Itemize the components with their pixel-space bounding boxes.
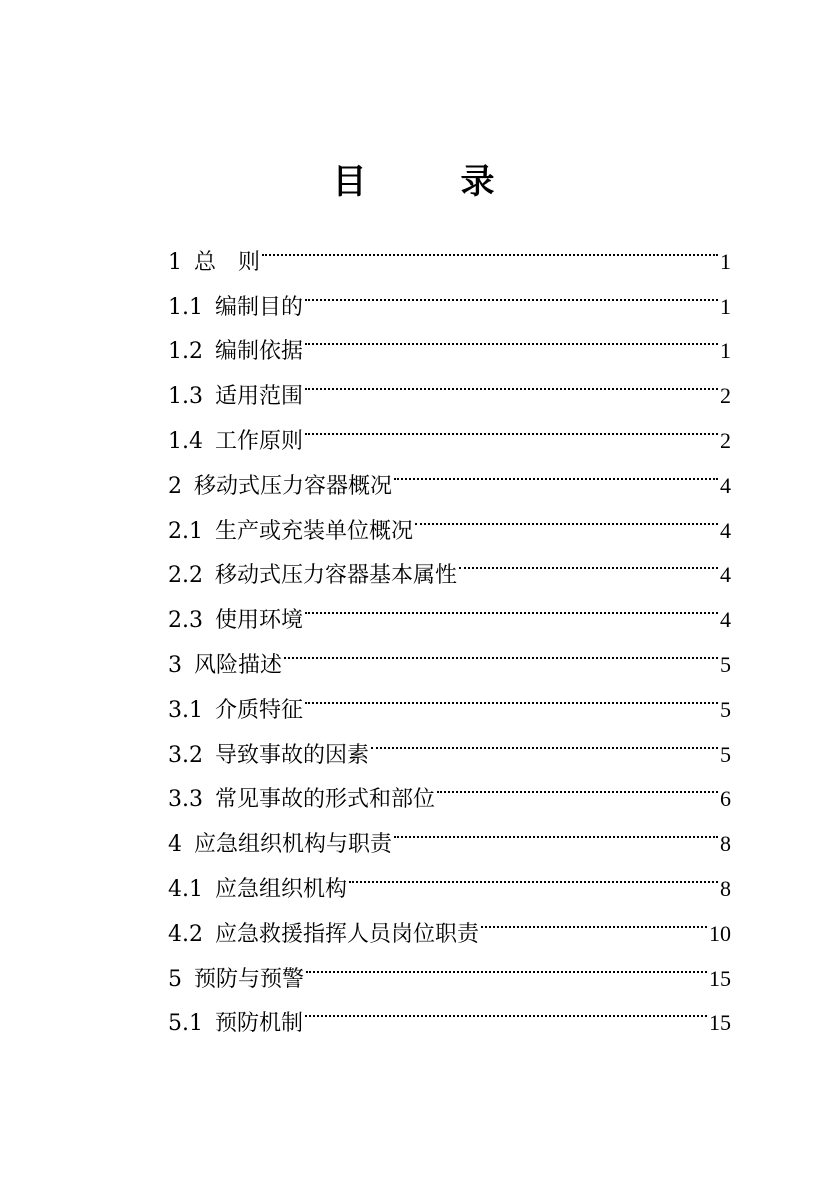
toc-entry-label: 导致事故的因素 [215,742,370,768]
toc-dot-leader [305,358,718,403]
toc-entry-page: 5 [720,651,731,677]
toc-dot-leader [305,672,718,717]
toc-entry-number: 1.1 [168,294,203,320]
toc-dot-leader [349,851,718,896]
toc-entry-number: 5.1 [168,1011,203,1037]
toc-entry-label: 应急救援指挥人员岗位职责 [215,921,480,947]
toc-entry-number: 4 [168,832,182,858]
toc-dot-leader [305,269,718,314]
toc-entry-page: 5 [720,741,731,767]
toc-entry-number: 4.1 [168,876,203,902]
toc-entry-label: 总 则 [194,249,261,275]
toc-dot-leader [415,493,718,538]
toc-entry-label: 预防机制 [215,1011,304,1037]
toc-dot-leader [262,224,718,269]
toc-dot-leader [437,762,718,807]
toc-dot-leader [284,627,718,672]
toc-entry-label: 使用环境 [215,608,304,634]
toc-dot-leader [394,448,718,493]
toc-entry-label: 介质特征 [215,697,304,723]
toc-dot-leader [394,806,718,851]
toc-entry-page: 8 [720,831,731,857]
toc-dot-leader [305,314,718,359]
toc-entry-number: 1.4 [168,428,203,454]
toc-entry-page: 15 [709,1010,731,1036]
toc-dot-leader [306,941,707,986]
toc-entry-page: 4 [720,607,731,633]
toc-entry[interactable] [168,224,731,275]
toc-entry-page: 1 [720,338,731,364]
toc-entry-label: 应急组织机构 [215,876,348,902]
toc-entry-number: 3 [168,652,182,678]
toc-entry-page: 1 [720,293,731,319]
toc-entry-label: 编制目的 [215,294,304,320]
toc-entry-label: 生产或充装单位概况 [215,518,414,544]
toc-dot-leader [305,582,718,627]
toc-entry-label: 应急组织机构与职责 [194,832,393,858]
toc-entry-number: 4.2 [168,921,203,947]
toc-entry-label: 编制依据 [215,339,304,365]
toc-entry-page: 4 [720,517,731,543]
toc-entry-number: 1.3 [168,384,203,410]
toc-entry-label: 工作原则 [215,428,304,454]
toc-entry-number: 1.2 [168,339,203,365]
toc-entry-number: 3.1 [168,697,203,723]
toc-entry-number: 2 [168,473,182,499]
toc-dot-leader [305,986,707,1031]
toc-entry-page: 4 [720,562,731,588]
toc-entry-label: 移动式压力容器概况 [194,473,393,499]
toc-entry-number: 2.2 [168,563,203,589]
page-title: 目 录 [332,162,525,202]
toc-dot-leader [459,538,718,583]
toc-entry-number: 5 [168,966,182,992]
toc-entry-label: 适用范围 [215,384,304,410]
toc-entry-number: 1 [168,249,182,275]
toc-entry-number: 2.1 [168,518,203,544]
toc-entry-page: 8 [720,875,731,901]
toc-entry-label: 风险描述 [194,652,283,678]
toc-entry-number: 3.2 [168,742,203,768]
toc-entry-label: 常见事故的形式和部位 [215,787,436,813]
toc-entry-page: 15 [709,965,731,991]
toc-dot-leader [305,403,718,448]
toc-entry-page: 6 [720,786,731,812]
toc-entry-page: 5 [720,696,731,722]
toc-entry-page: 2 [720,427,731,453]
toc-entry-page: 4 [720,472,731,498]
toc-entry-label: 移动式压力容器基本属性 [215,563,458,589]
toc-entry-page: 2 [720,383,731,409]
toc-entry-page: 1 [720,248,731,274]
toc-list [168,224,731,1037]
toc-entry-number: 2.3 [168,608,203,634]
toc-dot-leader [481,896,707,941]
toc-dot-leader [371,717,718,762]
toc-entry-label: 预防与预警 [194,966,305,992]
toc-entry-page: 10 [709,920,731,946]
toc-entry-number: 3.3 [168,787,203,813]
